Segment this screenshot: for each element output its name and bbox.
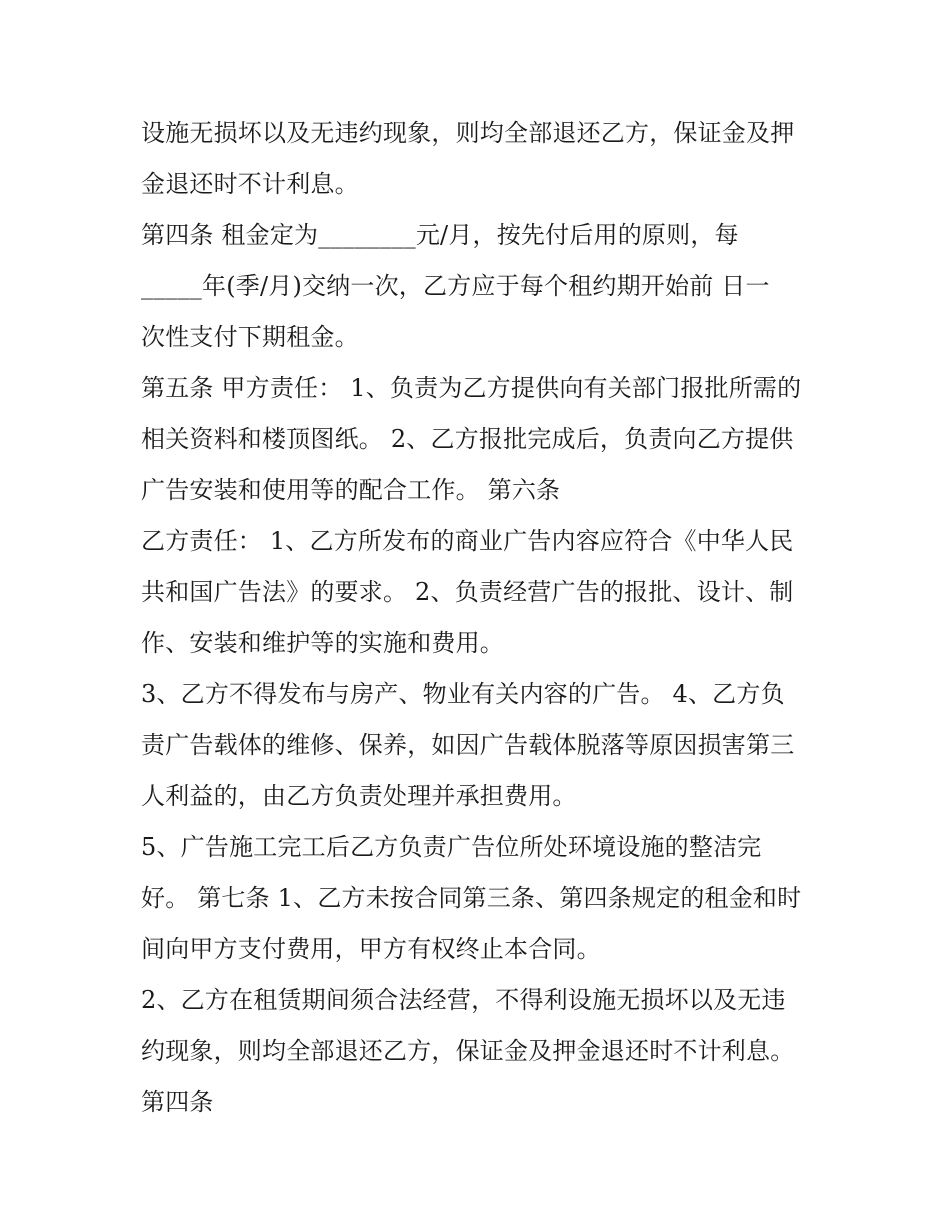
- text-line: 共和国广告法》的要求。 2、负责经营广告的报批、设计、制: [141, 578, 794, 606]
- text-line: 间向甲方支付费用，甲方有权终止本合同。: [141, 935, 601, 963]
- text-line: 第五条 甲方责任： 1、负责为乙方提供向有关部门报批所需的: [141, 374, 802, 402]
- text-line: 作、安装和维护等的实施和费用。: [141, 629, 504, 657]
- text-line: 广告安装和使用等的配合工作。 第六条: [141, 476, 561, 504]
- text-line: 次性支付下期租金。: [141, 323, 359, 351]
- text-line: 乙方责任： 1、乙方所发布的商业广告内容应符合《中华人民: [141, 527, 794, 555]
- text-line: 相关资料和楼顶图纸。 2、乙方报批完成后，负责向乙方提供: [141, 425, 794, 453]
- text-line: 第四条: [141, 1088, 214, 1116]
- text-line: 责广告载体的维修、保养，如因广告载体脱落等原因损害第三: [141, 731, 795, 759]
- text-line: 金退还时不计利息。: [141, 170, 359, 198]
- text-line: 第四条 租金定为________元/月，按先付后用的原则，每: [141, 221, 739, 249]
- text-line: 3、乙方不得发布与房产、物业有关内容的广告。 4、乙方负: [141, 680, 785, 708]
- text-line: _____年(季/月)交纳一次，乙方应于每个租约期开始前 日一: [141, 272, 770, 300]
- text-line: 2、乙方在租赁期间须合法经营，不得利设施无损坏以及无违: [141, 986, 786, 1014]
- text-line: 5、广告施工完工后乙方负责广告位所处环境设施的整洁完: [141, 833, 762, 861]
- text-line: 约现象，则均全部退还乙方，保证金及押金退还时不计利息。: [141, 1037, 795, 1065]
- text-line: 好。 第七条 1、乙方未按合同第三条、第四条规定的租金和时: [141, 884, 802, 912]
- text-line: 设施无损坏以及无违约现象，则均全部退还乙方，保证金及押: [141, 119, 795, 147]
- text-line: 人利益的，由乙方负责处理并承担费用。: [141, 782, 577, 810]
- contract-text-body: [141, 108, 821, 1128]
